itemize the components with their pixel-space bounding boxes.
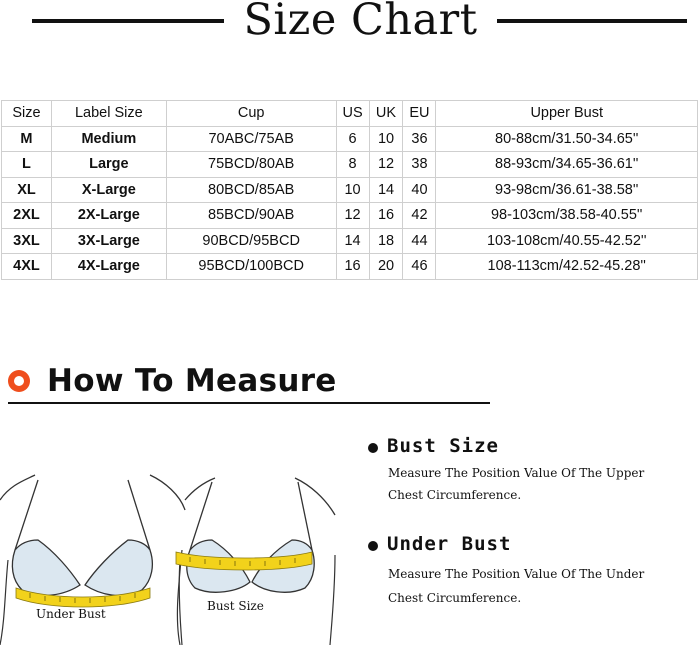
table-row (2, 177, 698, 203)
under-bust-desc-line2: Chest Circumference. (388, 591, 522, 605)
table-cell: 6 (336, 126, 369, 152)
table-cell: 8 (336, 152, 369, 178)
column-header: Size (2, 101, 52, 127)
table-cell: 36 (403, 126, 436, 152)
table-cell: 75BCD/80AB (166, 152, 336, 178)
table-cell: Large (51, 152, 166, 178)
table-cell: 90BCD/95BCD (166, 228, 336, 254)
table-row (2, 203, 698, 229)
table-cell: 16 (369, 203, 403, 229)
title-banner (0, 0, 700, 52)
table-cell: 12 (369, 152, 403, 178)
table-row (2, 254, 698, 280)
table-cell: 10 (336, 177, 369, 203)
column-header: UK (369, 101, 403, 127)
table-row (2, 126, 698, 152)
bust-size-desc-line2: Chest Circumference. (388, 488, 522, 502)
size-table (1, 100, 698, 280)
table-cell: 93-98cm/36.61-38.58'' (436, 177, 698, 203)
bullet-icon (368, 443, 378, 453)
title-rule-left (32, 19, 224, 23)
table-cell: 103-108cm/40.55-42.52'' (436, 228, 698, 254)
under-bust-label: Under Bust (36, 607, 106, 621)
under-bust-title: Under Bust (387, 533, 512, 555)
table-cell: 88-93cm/34.65-36.61'' (436, 152, 698, 178)
table-cell: 40 (403, 177, 436, 203)
table-cell: 2X-Large (51, 203, 166, 229)
bust-size-desc-line1: Measure The Position Value Of The Upper (388, 466, 645, 480)
figure-bust-size (176, 478, 335, 645)
column-header: Upper Bust (436, 101, 698, 127)
table-cell: 3XL (2, 228, 52, 254)
table-cell: 2XL (2, 203, 52, 229)
table-row (2, 228, 698, 254)
table-cell: 14 (336, 228, 369, 254)
table-cell: X-Large (51, 177, 166, 203)
table-row (2, 152, 698, 178)
table-cell: 18 (369, 228, 403, 254)
table-header-row (2, 101, 698, 127)
table-cell: 80-88cm/31.50-34.65'' (436, 126, 698, 152)
table-cell: 46 (403, 254, 436, 280)
table-cell: M (2, 126, 52, 152)
column-header: Label Size (51, 101, 166, 127)
table-cell: 108-113cm/42.52-45.28'' (436, 254, 698, 280)
table-cell: 12 (336, 203, 369, 229)
table-cell: 10 (369, 126, 403, 152)
table-cell: 85BCD/90AB (166, 203, 336, 229)
table-cell: L (2, 152, 52, 178)
table-cell: 44 (403, 228, 436, 254)
table-cell: 95BCD/100BCD (166, 254, 336, 280)
title-rule-right (497, 19, 687, 23)
table-cell: 38 (403, 152, 436, 178)
table-cell: 4XL (2, 254, 52, 280)
column-header: Cup (166, 101, 336, 127)
table-cell: 42 (403, 203, 436, 229)
section-divider (8, 402, 490, 404)
table-cell: 20 (369, 254, 403, 280)
table-cell: 16 (336, 254, 369, 280)
target-circle-icon (8, 370, 30, 392)
column-header: US (336, 101, 369, 127)
bullet-icon (368, 541, 378, 551)
table-cell: 14 (369, 177, 403, 203)
page-title: Size Chart (243, 0, 478, 45)
bust-size-label: Bust Size (207, 599, 264, 613)
table-cell: 80BCD/85AB (166, 177, 336, 203)
column-header: EU (403, 101, 436, 127)
table-cell: 98-103cm/38.58-40.55'' (436, 203, 698, 229)
bust-size-title: Bust Size (387, 435, 499, 457)
table-cell: 4X-Large (51, 254, 166, 280)
section-title: How To Measure (47, 363, 337, 399)
table-cell: XL (2, 177, 52, 203)
under-bust-desc-line1: Measure The Position Value Of The Under (388, 567, 645, 581)
table-cell: Medium (51, 126, 166, 152)
table-cell: 3X-Large (51, 228, 166, 254)
table-cell: 70ABC/75AB (166, 126, 336, 152)
